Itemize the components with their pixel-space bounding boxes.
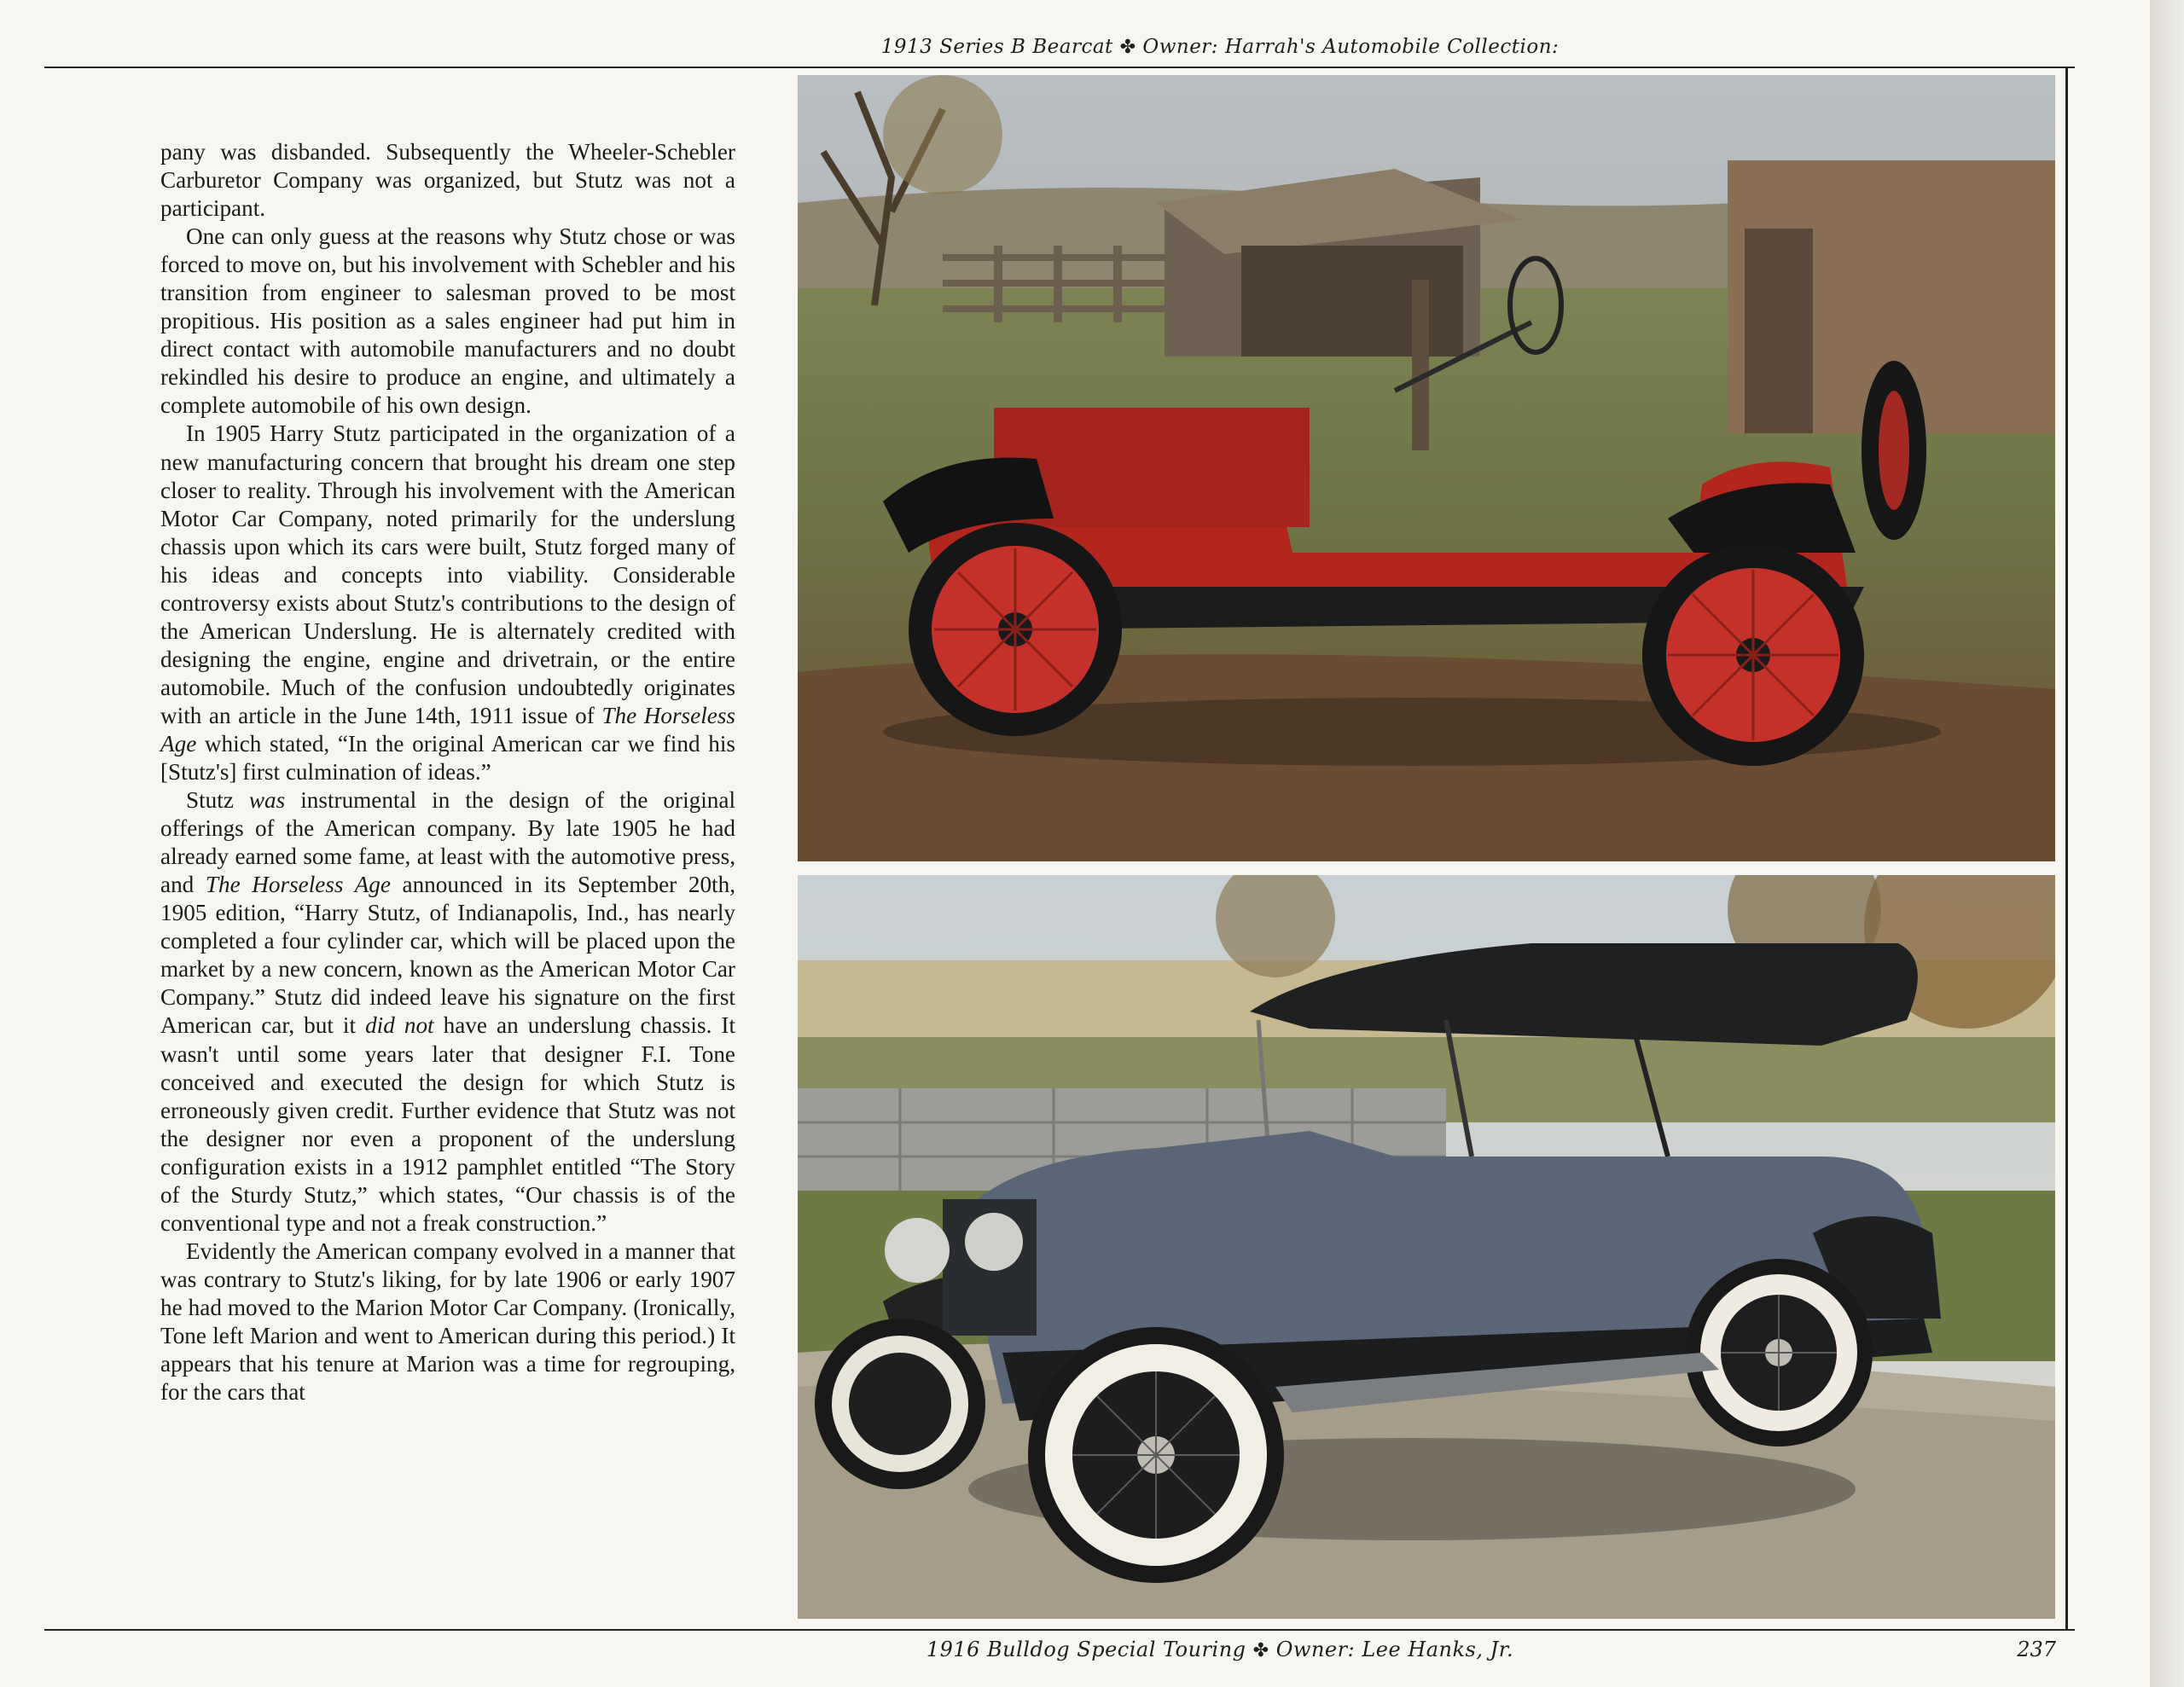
paragraph-4-text-b: instrumental in the design of the original offerings of the American company. By late 1905 he had already earned some fame, at least with the automotive press, and (160, 787, 735, 898)
bottom-caption-owner: Owner: Lee Hanks, Jr. (1275, 1638, 1514, 1661)
paragraph-4-text-d: have an underslung chassis. It wasn't until some years later that designer F.I. Tone conceived and executed the design for which Stutz is erroneously given credit. Further evidence that Stutz was not the designer nor even a proponent of the underslung configuration exists in a 1912 pamphlet entitled “The Story of the Sturdy Stutz,” which states, “Our chassis is of the conventional type and not a freak construction.” (160, 1012, 736, 1236)
paragraph-4-text-c: announced in its September 20th, 1905 edition, “Harry Stutz, of Indianapolis, Ind., has nearly completed a four cylinder car, which will be placed upon the market by a new concern, known as the American Motor Car Company.” Stutz did indeed leave his signature on the first American car, but it (160, 872, 735, 1039)
paragraph-4 (160, 786, 735, 1238)
paragraph-3-text-b: which stated, “In the original American car we find his [Stutz's] first culmination of ideas.” (160, 730, 735, 786)
article-text (160, 138, 735, 1406)
paragraph-4-text-a: Stutz (186, 787, 249, 814)
bottom-caption-model: 1916 Bulldog Special Touring (926, 1638, 1246, 1661)
top-caption-ornament: ✤ (1119, 37, 1136, 58)
top-photo-caption (708, 36, 1732, 58)
paragraph-2: One can only guess at the reasons why Stutz chose or was forced to move on, but his involvement with Schebler and his transition from engineer to salesman proved to be most propitious. His position as a sales engineer had put him in direct contact with automobile manufacturers and no doubt rekindled his desire to produce an engine, and ultimately a complete automobile of his own design. (160, 223, 735, 419)
paragraph-3 (160, 420, 735, 786)
paragraph-5: Evidently the American company evolved in a manner that was contrary to Stutz's liking, for by late 1906 or early 1907 he had moved to the Marion Motor Car Company. (Ironically, Tone left Marion and went to American during this period.) It appears that his tenure at Marion was a time for regrouping, for the cars that (160, 1238, 735, 1406)
page-number: 237 (2017, 1638, 2056, 1661)
bearcat-photo-illustration (798, 75, 2055, 861)
bottom-photo-caption (708, 1638, 1732, 1661)
page-gutter-shadow (2150, 0, 2184, 1687)
top-caption-owner: Owner: Harrah's Automobile Collection: (1142, 36, 1560, 58)
top-caption-model: 1913 Series B Bearcat (880, 36, 1113, 58)
paragraph-3-title: The Horseless Age (160, 702, 735, 757)
bottom-caption-ornament: ✤ (1252, 1640, 1269, 1661)
touring-photo-illustration (798, 875, 2055, 1619)
paragraph-3-text-a: In 1905 Harry Stutz participated in the organization of a new manufacturing concern that brought his dream one step closer to reality. Through his involvement with the American Motor Car Company, noted primarily for the underslung chassis upon which its cars were built, Stutz forged many of his ideas and concepts into viability. Considerable controversy exists about Stutz's contributions to the design of the American Underslung. He is alternately credited with designing the engine, engine and drivetrain, or the entire automobile. Much of the confusion undoubtedly originates with an article in the June 14th, 1911 issue of (160, 420, 735, 728)
paragraph-4-was: was (248, 787, 286, 814)
paragraph-4-did-not: did not (365, 1012, 434, 1039)
paragraph-4-title: The Horseless Age (205, 872, 391, 898)
photo-touring (798, 875, 2055, 1619)
photo-bearcat (798, 75, 2055, 861)
bottom-rule (44, 1629, 2075, 1631)
paragraph-1: pany was disbanded. Subsequently the Wheeler-Schebler Carburetor Company was organized, but Stutz was not a participant. (160, 139, 735, 222)
